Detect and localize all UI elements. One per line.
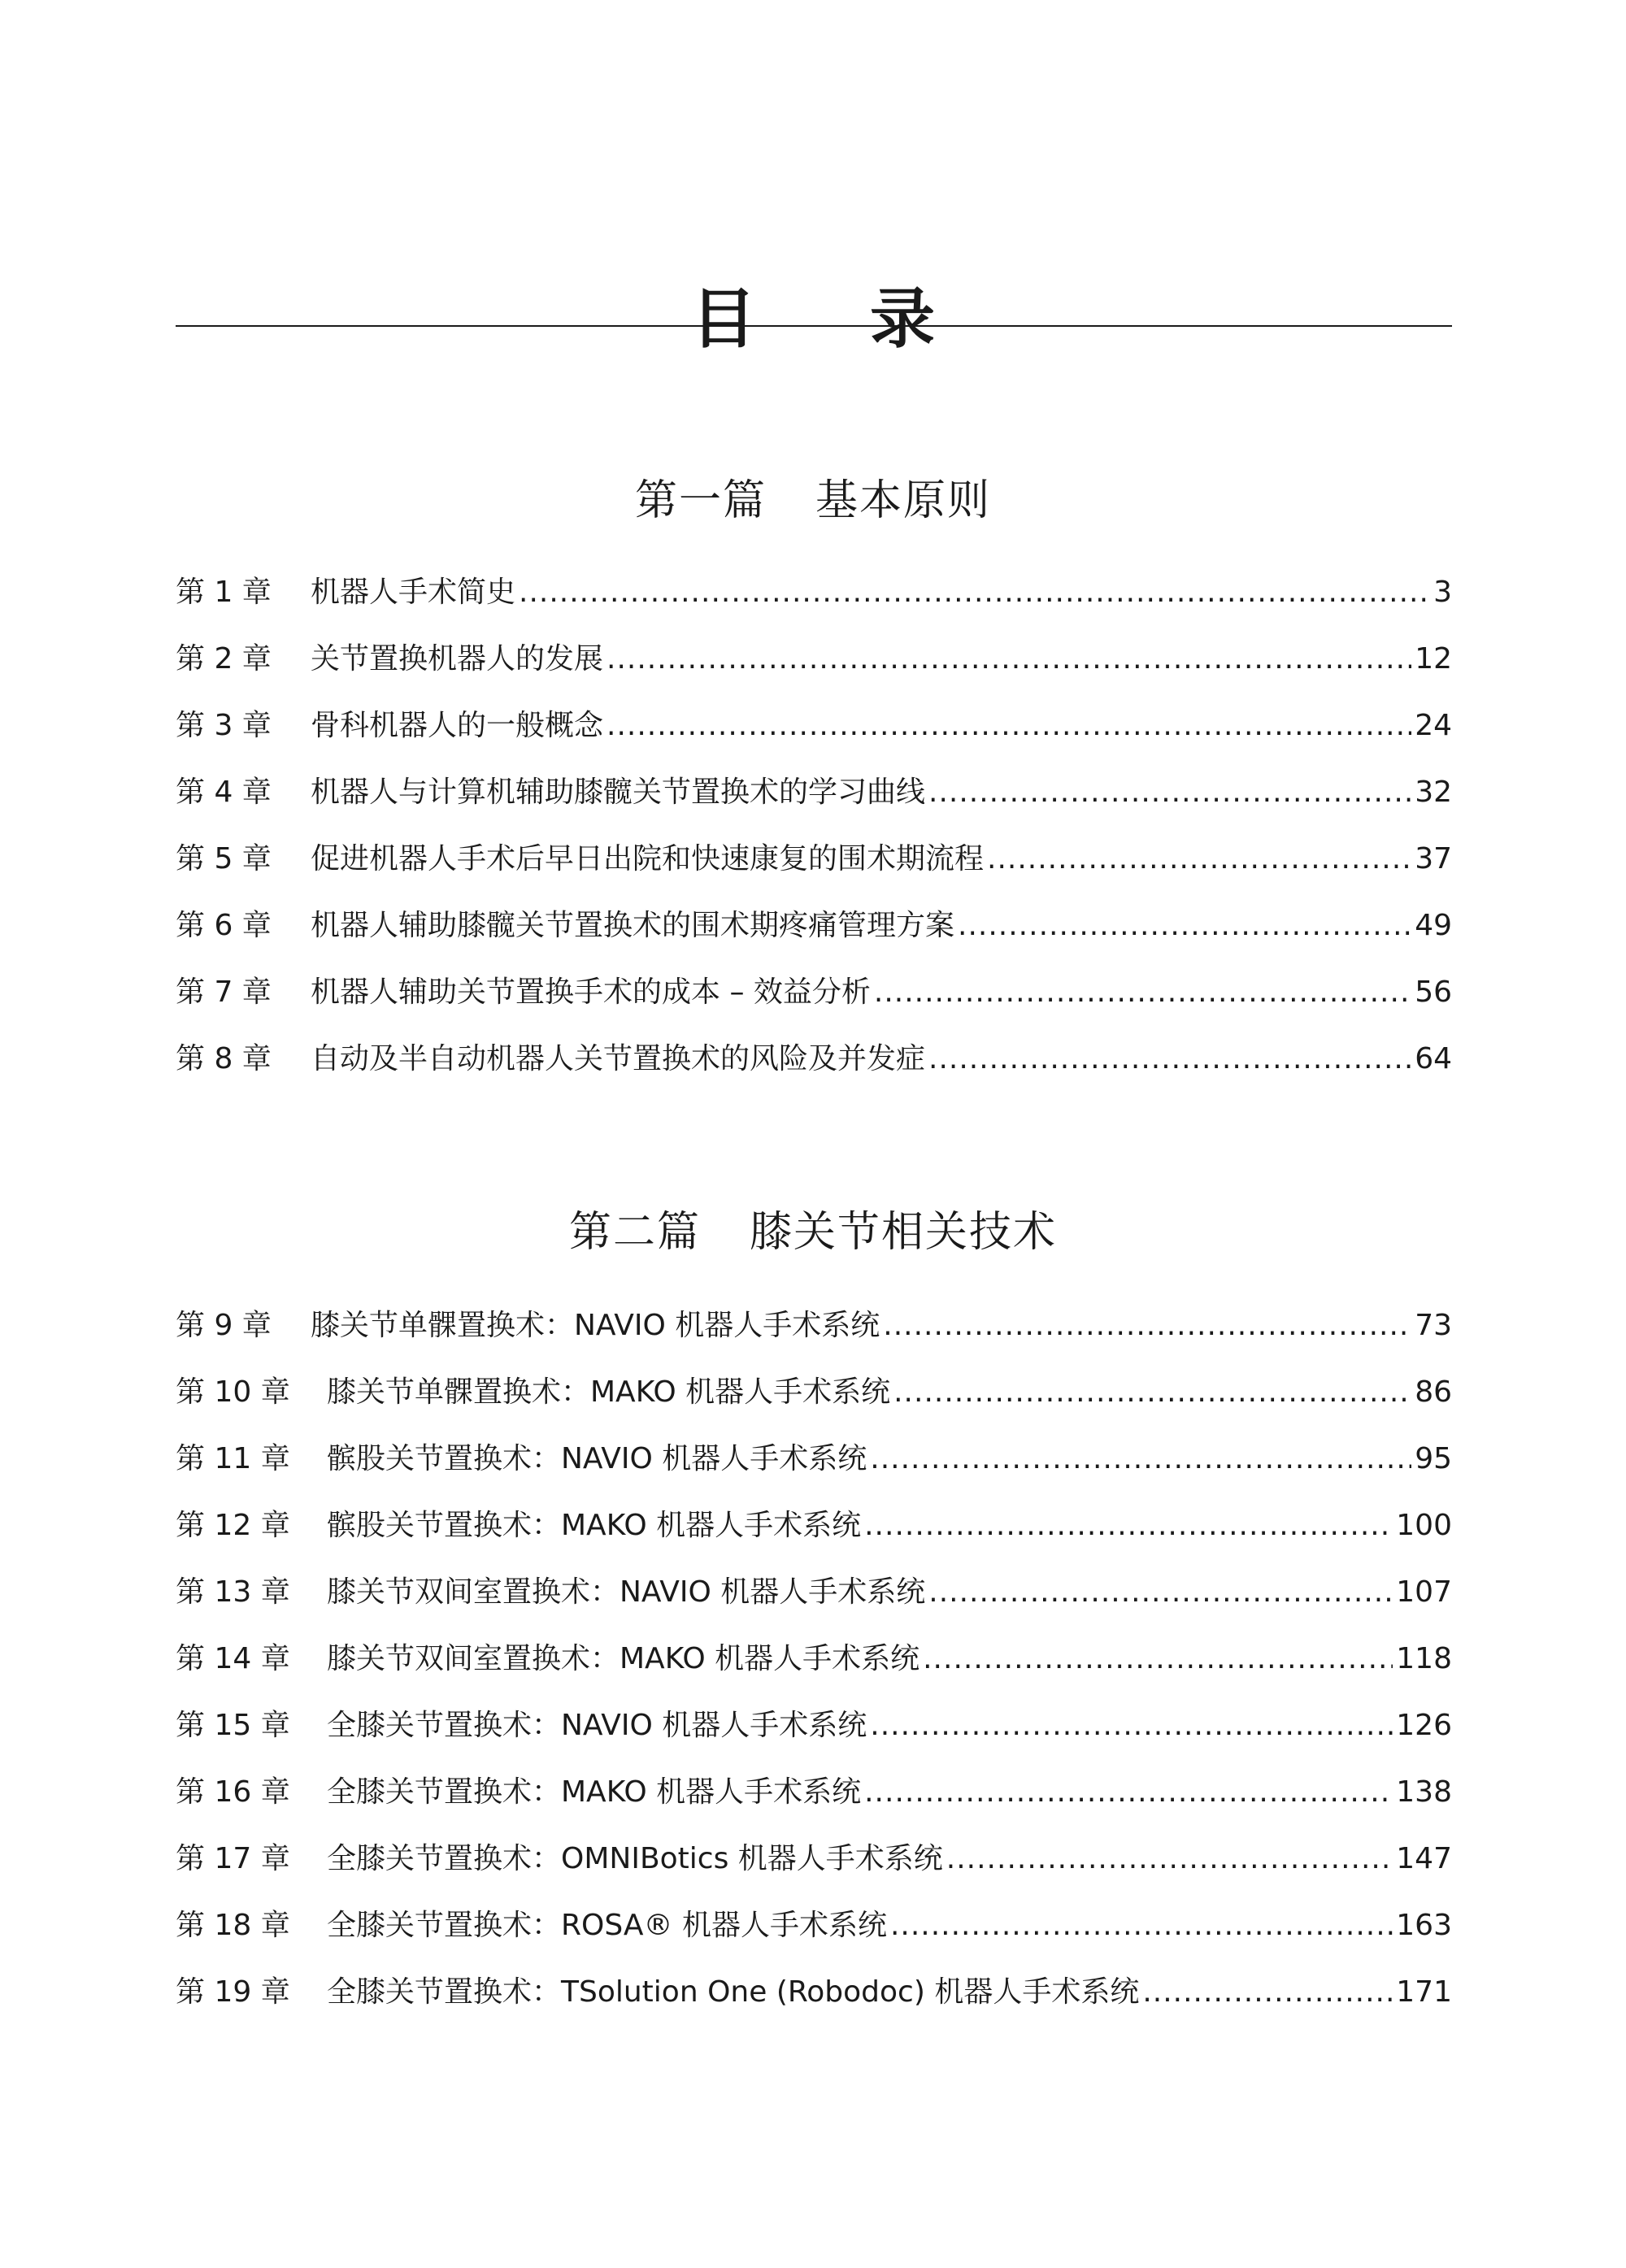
toc-entry-ch12[interactable] [176, 1492, 1452, 1559]
dot-leader [946, 1826, 1393, 1892]
part-2-chapter-list [176, 1293, 1452, 2026]
chapter-title: 促进机器人手术后早日出院和快速康复的围术期流程 [311, 842, 985, 875]
dot-leader [928, 759, 1411, 826]
chapter-title: 机器人与计算机辅助膝髋关节置换术的学习曲线 [311, 776, 926, 809]
toc-entry-ch7[interactable] [176, 959, 1452, 1026]
chapter-number: 第 14 章 [176, 1642, 290, 1675]
chapter-number: 第 6 章 [176, 909, 272, 942]
part-1-chapter-list [176, 559, 1452, 1093]
chapter-number: 第 9 章 [176, 1309, 272, 1342]
toc-entry-ch3[interactable] [176, 693, 1452, 759]
page-title-char-2: 录 [870, 280, 935, 357]
page-number: 12 [1415, 642, 1452, 676]
chapter-number: 第 12 章 [176, 1509, 290, 1542]
toc-entry-ch17[interactable] [176, 1826, 1452, 1892]
page-number: 138 [1396, 1775, 1452, 1809]
chapter-number: 第 2 章 [176, 642, 272, 676]
chapter-title: 全膝关节置换术：OMNIBotics 机器人手术系统 [327, 1842, 943, 1875]
toc-entry-ch14[interactable] [176, 1626, 1452, 1692]
page-number: 3 [1433, 576, 1452, 609]
toc-entry-ch6[interactable] [176, 893, 1452, 959]
page-number: 32 [1415, 776, 1452, 809]
page-number: 95 [1415, 1442, 1452, 1475]
page-number: 64 [1415, 1042, 1452, 1075]
chapter-number: 第 7 章 [176, 975, 272, 1009]
page-number: 100 [1396, 1509, 1452, 1542]
chapter-title: 自动及半自动机器人关节置换术的风险及并发症 [311, 1042, 926, 1075]
dot-leader [870, 1692, 1393, 1759]
dot-leader [958, 893, 1411, 959]
chapter-number: 第 17 章 [176, 1842, 290, 1875]
page-number: 126 [1396, 1709, 1452, 1742]
chapter-title: 膝关节单髁置换术：MAKO 机器人手术系统 [327, 1375, 891, 1409]
dot-leader [864, 1759, 1393, 1826]
chapter-title: 髌股关节置换术：NAVIO 机器人手术系统 [327, 1442, 867, 1475]
dot-leader [928, 1559, 1393, 1626]
part-1-label: 第一篇 [634, 476, 767, 526]
chapter-number: 第 16 章 [176, 1775, 290, 1809]
dot-leader [883, 1293, 1411, 1359]
dot-leader [606, 626, 1411, 693]
dot-leader [874, 959, 1411, 1026]
toc-entry-ch15[interactable] [176, 1692, 1452, 1759]
chapter-number: 第 1 章 [176, 576, 272, 609]
dot-leader [864, 1492, 1393, 1559]
chapter-title: 膝关节单髁置换术：NAVIO 机器人手术系统 [311, 1309, 880, 1342]
chapter-number: 第 10 章 [176, 1375, 290, 1409]
page-title [0, 270, 1626, 367]
title-divider [176, 325, 1452, 327]
chapter-title: 机器人手术简史 [311, 576, 516, 609]
chapter-number: 第 19 章 [176, 1975, 290, 2009]
page-number: 56 [1415, 975, 1452, 1009]
chapter-title: 膝关节双间室置换术：NAVIO 机器人手术系统 [327, 1575, 926, 1609]
chapter-title: 关节置换机器人的发展 [311, 642, 604, 676]
page-number: 86 [1415, 1375, 1452, 1409]
page-number: 37 [1415, 842, 1452, 875]
toc-entry-ch2[interactable] [176, 626, 1452, 693]
toc-entry-ch4[interactable] [176, 759, 1452, 826]
page-number: 73 [1415, 1309, 1452, 1342]
chapter-number: 第 15 章 [176, 1709, 290, 1742]
dot-leader [987, 826, 1411, 893]
part-1-heading [0, 472, 1626, 529]
chapter-title: 全膝关节置换术：TSolution One (Robodoc) 机器人手术系统 [327, 1975, 1140, 2009]
dot-leader [923, 1626, 1393, 1692]
chapter-number: 第 3 章 [176, 709, 272, 742]
dot-leader [870, 1426, 1411, 1492]
chapter-title: 全膝关节置换术：ROSA® 机器人手术系统 [327, 1909, 887, 1942]
page-number: 49 [1415, 909, 1452, 942]
page-number: 163 [1396, 1909, 1452, 1942]
chapter-number: 第 5 章 [176, 842, 272, 875]
page-number: 147 [1396, 1842, 1452, 1875]
part-2-heading [0, 1204, 1626, 1261]
chapter-number: 第 18 章 [176, 1909, 290, 1942]
chapter-title: 髌股关节置换术：MAKO 机器人手术系统 [327, 1509, 862, 1542]
chapter-title: 全膝关节置换术：NAVIO 机器人手术系统 [327, 1709, 867, 1742]
toc-entry-ch1[interactable] [176, 559, 1452, 626]
chapter-title: 全膝关节置换术：MAKO 机器人手术系统 [327, 1775, 862, 1809]
chapter-number: 第 11 章 [176, 1442, 290, 1475]
dot-leader [519, 559, 1430, 626]
toc-entry-ch9[interactable] [176, 1293, 1452, 1359]
toc-entry-ch13[interactable] [176, 1559, 1452, 1626]
part-1-name: 基本原则 [815, 476, 992, 526]
page-number: 107 [1396, 1575, 1452, 1609]
toc-entry-ch11[interactable] [176, 1426, 1452, 1492]
chapter-title: 膝关节双间室置换术：MAKO 机器人手术系统 [327, 1642, 920, 1675]
chapter-number: 第 13 章 [176, 1575, 290, 1609]
toc-entry-ch8[interactable] [176, 1026, 1452, 1093]
part-2-name: 膝关节相关技术 [750, 1208, 1058, 1258]
chapter-title: 机器人辅助膝髋关节置换术的围术期疼痛管理方案 [311, 909, 955, 942]
chapter-title: 骨科机器人的一般概念 [311, 709, 604, 742]
page-number: 24 [1415, 709, 1452, 742]
dot-leader [1142, 1959, 1393, 2026]
chapter-number: 第 8 章 [176, 1042, 272, 1075]
dot-leader [606, 693, 1411, 759]
dot-leader [893, 1359, 1411, 1426]
toc-entry-ch5[interactable] [176, 826, 1452, 893]
page-number: 171 [1396, 1975, 1452, 2009]
toc-entry-ch19[interactable] [176, 1959, 1452, 2026]
toc-entry-ch18[interactable] [176, 1892, 1452, 1959]
dot-leader [890, 1892, 1393, 1959]
chapter-number: 第 4 章 [176, 776, 272, 809]
chapter-title: 机器人辅助关节置换手术的成本 – 效益分析 [311, 975, 871, 1009]
toc-entry-ch10[interactable] [176, 1359, 1452, 1426]
page-number: 118 [1396, 1642, 1452, 1675]
page-title-char-1: 目 [691, 280, 756, 357]
part-2-label: 第二篇 [568, 1208, 701, 1258]
toc-entry-ch16[interactable] [176, 1759, 1452, 1826]
dot-leader [928, 1026, 1411, 1093]
